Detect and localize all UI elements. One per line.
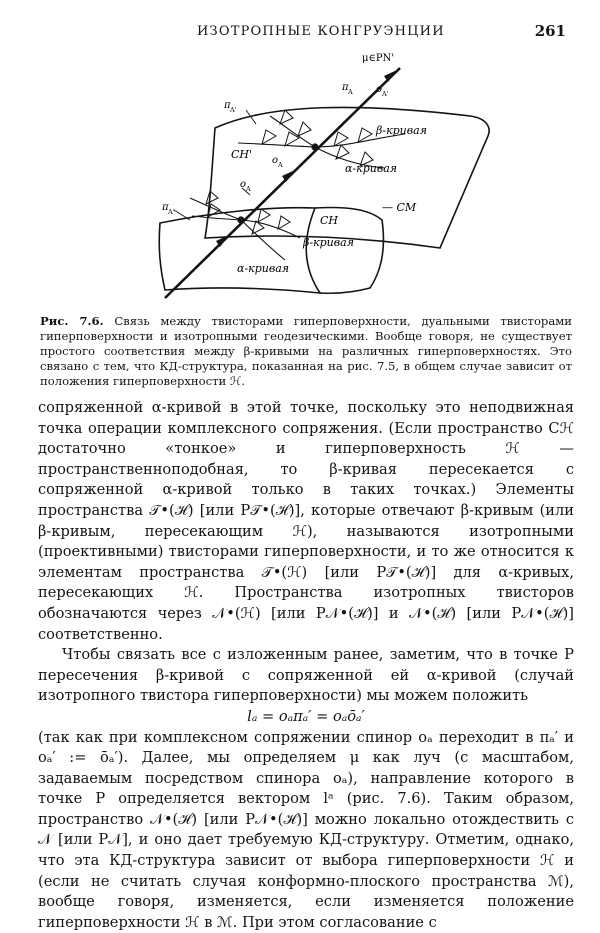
pi-label-lower	[161, 202, 175, 216]
caption-text: Связь между твисторами гиперповерхности, дуальными твисторами гиперповерхности и изотропными геодезическими. Вообще говоря, не существует простого соответствия между β-кривыми на различных гиперповерхностях. Это связано с тем, что КД-структура, показанная на рис. 7.5, в общем случае зависит от положения гиперповерхности ℋ.	[40, 314, 572, 388]
caption-label: Рис. 7.6.	[40, 314, 104, 328]
paragraph-1: сопряженной α-кривой в этой точке, поскольку это неподвижная точка операции комплексного сопряжения. (Если пространство Cℋ достаточно «тонкое» и гиперповерхность ℋ — пространственноподобная, то β-кривая пересекается с сопряженной α-кривой только в таких точках.) Элементы пространства 𝒯•(ℋ) [или P𝒯•(ℋ)], которые отвечают β-кривым (или β-кривым, пересекающим ℋ), называются изотропными (проективными) твисторами гиперповерхности, и то же относится к элементам пространства 𝒯•(ℋ) [или P𝒯•(ℋ)] для α-кривых, пересекающих ℋ. Пространства изотропных твисторов обозначаются через 𝒩•(ℋ) [или P𝒩•(ℋ)] и 𝒩•(ℋ) [или P𝒩•(ℋ)] соответственно.	[38, 398, 574, 645]
flags-lower	[206, 191, 290, 234]
figure-caption	[40, 314, 572, 389]
paragraph-2: Чтобы связать все с изложенным ранее, заметим, что в точке P пересечения β-кривой с сопряженной ей α-кривой (случай изотропного твистора гиперповерхности) мы можем положить	[38, 645, 574, 707]
alpha-curve-lower	[190, 198, 285, 260]
svg-text:o: o	[240, 179, 246, 190]
main-text	[38, 398, 574, 933]
svg-text:A': A'	[229, 106, 237, 114]
o-label-lower	[240, 179, 251, 193]
figure-7-6	[120, 48, 590, 316]
alpha-label-upper: α-кривая	[345, 162, 397, 175]
svg-text:A': A'	[167, 208, 175, 216]
mu-label	[362, 53, 394, 64]
svg-text:o: o	[272, 155, 278, 166]
formula-la: lₐ = oₐπₐ′ = oₐōₐ′	[38, 707, 574, 728]
alpha-curve-upper	[270, 116, 385, 168]
twistor-diagram	[120, 48, 590, 316]
svg-text:o: o	[376, 84, 382, 95]
svg-text:A: A	[245, 185, 251, 193]
pi-label-upper	[223, 100, 237, 114]
page-header	[0, 20, 600, 44]
running-title: ИЗОТРОПНЫЕ КОНГРУЭНЦИИ	[197, 24, 445, 39]
ch-label: CH	[320, 214, 338, 227]
flags-upper	[262, 110, 373, 166]
beta-label-lower: β-кривая	[302, 236, 354, 249]
svg-text:A: A	[347, 88, 353, 96]
cm-label: — CM	[382, 201, 417, 214]
svg-text:A': A'	[381, 90, 389, 98]
o-label-upper	[272, 155, 283, 169]
alpha-label-lower: α-кривая	[237, 262, 289, 275]
pi-label-top	[341, 82, 353, 96]
svg-text:π: π	[341, 82, 349, 93]
ch-prime-label: CH'	[231, 148, 252, 161]
svg-text:π: π	[223, 100, 231, 111]
svg-text:μ∈PN': μ∈PN'	[362, 53, 394, 64]
beta-label-upper: β-кривая	[375, 124, 427, 137]
paragraph-3: (так как при комплексном сопряжении спинор oₐ переходит в πₐ′ и oₐ′ := ōₐ′). Далее, мы определяем μ как луч (с масштабом, задаваемым посредством спинора oₐ), направление которого в точке P определяется вектором lᵃ (рис. 7.6). Таким образом, пространство 𝒩•(ℋ) [или P𝒩•(ℋ)] можно локально отождествить с 𝒩 [или P𝒩], и оно дает требуемую КД-структуру. Отметим, однако, что эта КД-структура зависит от выбора гиперповерхности ℋ и (если не считать случая конформно-плоского пространства ℳ), вообще говоря, изменяется, если изменяется положение гиперповерхности ℋ в ℳ. При этом согласование с	[38, 728, 574, 933]
page-number: 261	[535, 22, 566, 40]
svg-text:A: A	[277, 161, 283, 169]
svg-text:π: π	[161, 202, 169, 213]
